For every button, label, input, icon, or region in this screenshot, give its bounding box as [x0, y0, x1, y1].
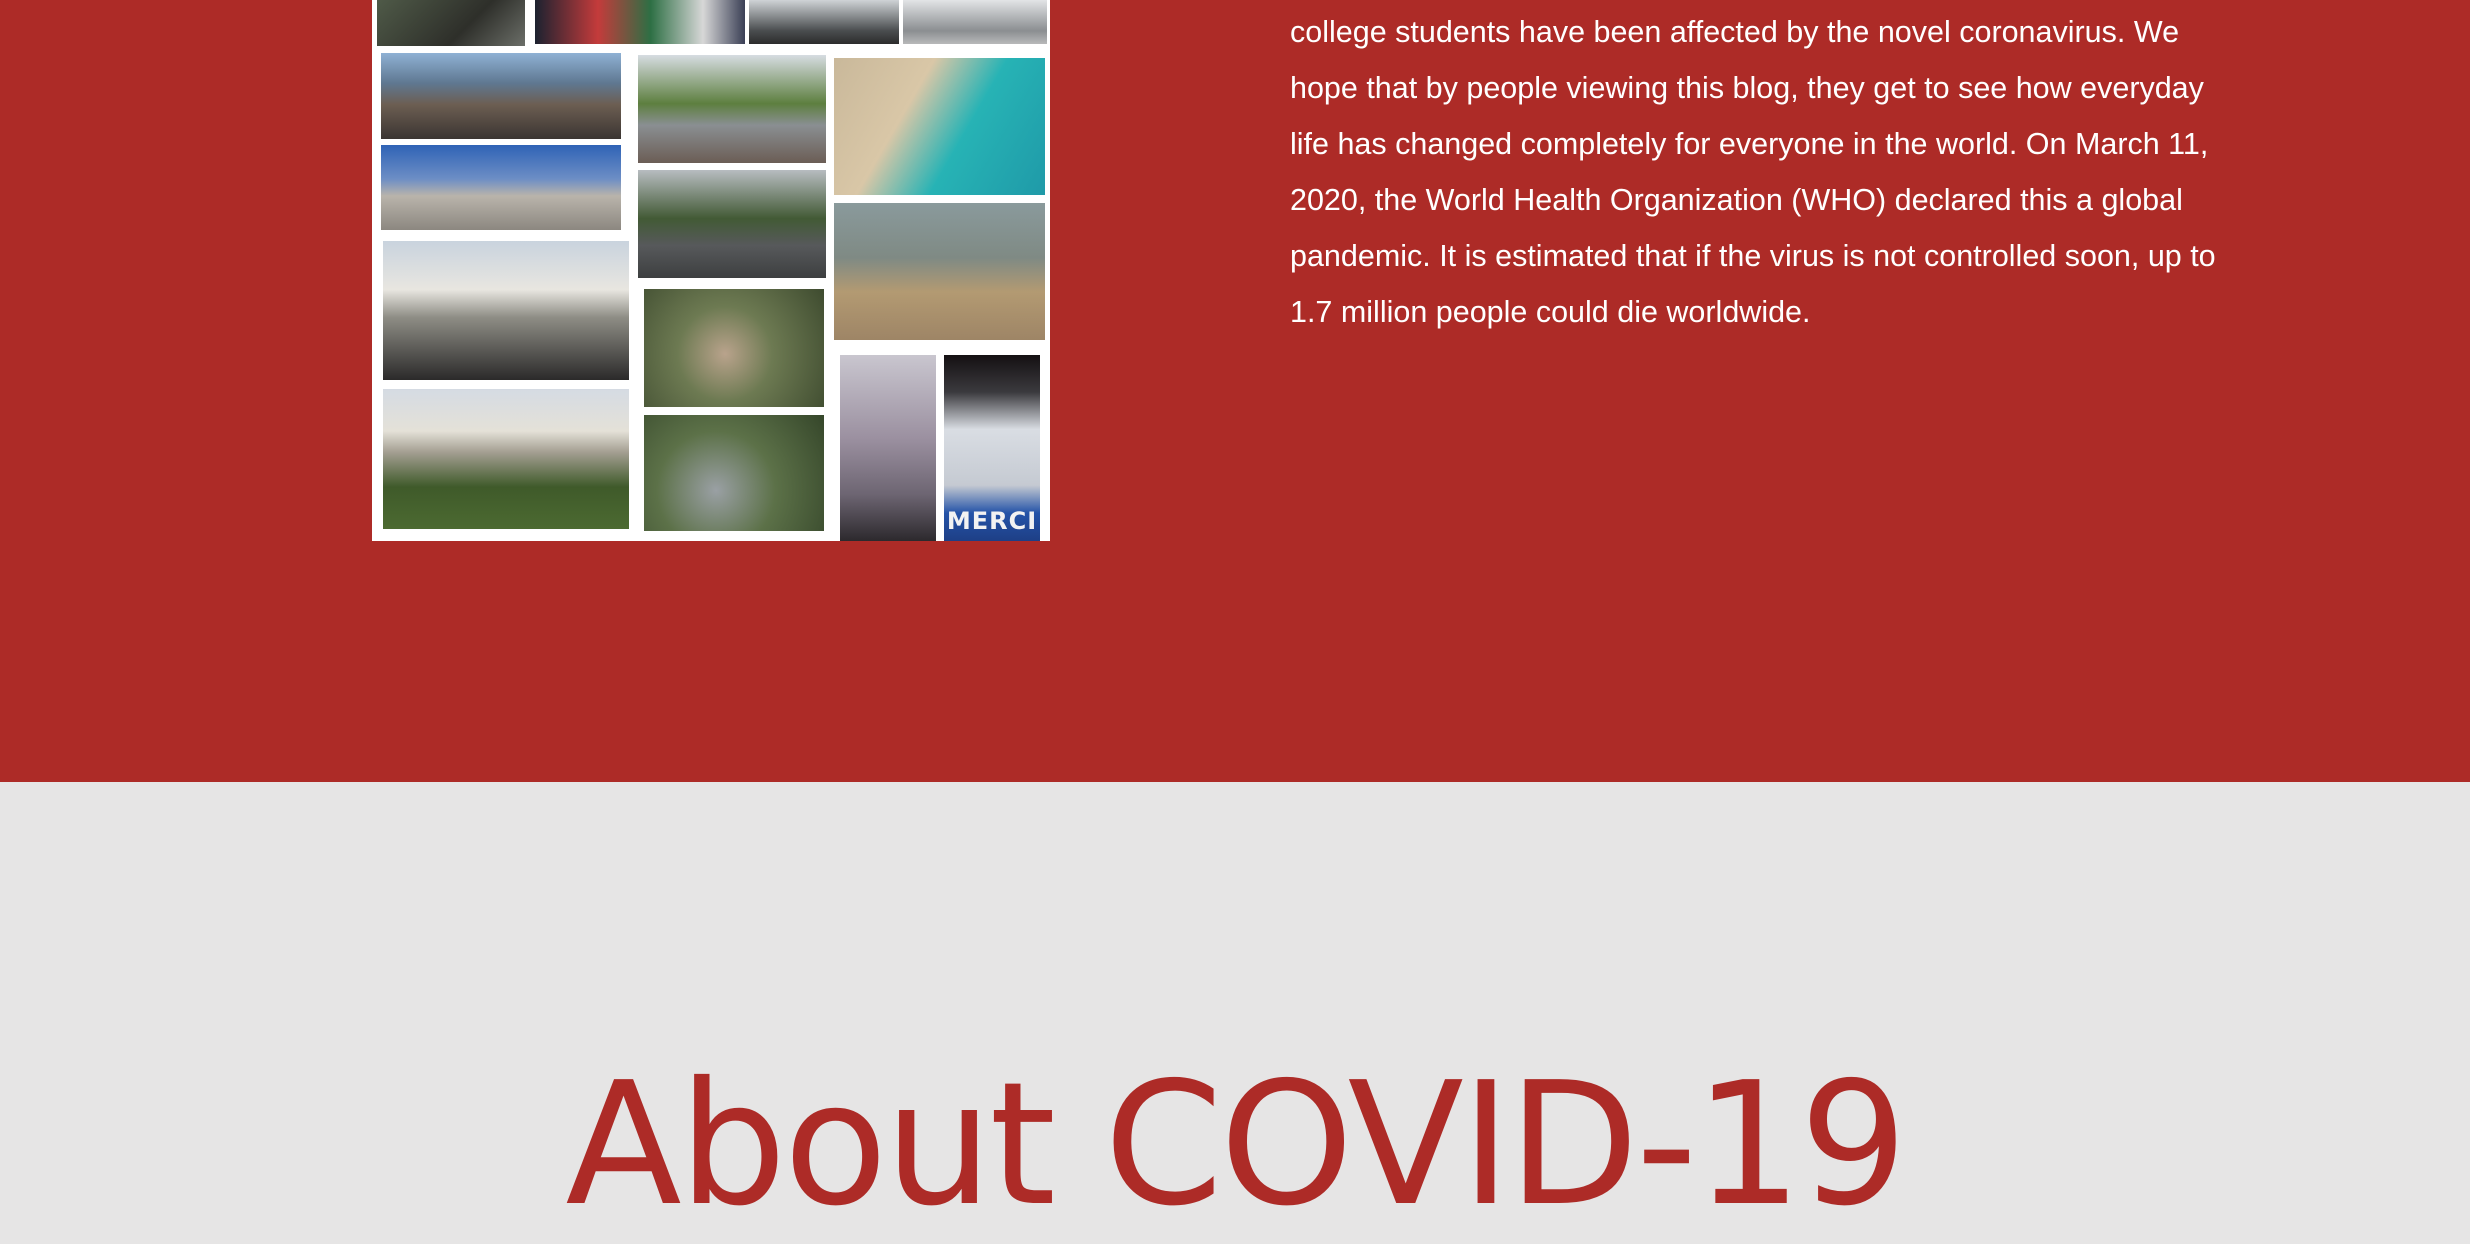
- collage-photo-pisa-crowd: [383, 241, 629, 380]
- collage-photo-disney-empty: [644, 415, 824, 531]
- collage-photo-eiffel-empty: [903, 0, 1047, 44]
- collage-photo-louvre-crowd: [381, 53, 621, 139]
- merci-sign-text: MERCI: [946, 507, 1038, 535]
- collage-photo-christ-redeemer: [840, 355, 936, 541]
- section-title: About COVID-19: [565, 1046, 1905, 1244]
- collage-photo-washington-monument-empty: [638, 170, 826, 278]
- collage-photo-washington-monument-crowd: [638, 55, 826, 163]
- collage-photo-times-square: [535, 0, 745, 44]
- collage-photo-louvre-empty: [381, 145, 621, 230]
- collage-photo-cliffs: [377, 0, 525, 46]
- collage-photo-christ-redeemer-merci: [944, 355, 1040, 541]
- collage-photo-beach-crowd: [834, 58, 1045, 195]
- collage-photo-pisa-empty: [383, 389, 629, 529]
- collage-photo-disney-crowd: [644, 289, 824, 407]
- collage-photo-beach-empty: [834, 203, 1045, 340]
- landmark-photo-collage: [372, 0, 1050, 541]
- intro-paragraph: college students have been affected by the novel coronavirus. We hope that by people viewing this blog, they get to see how everyday life has changed completely for everyone in the world. On March 11, 2020, the World Health Organization (WHO) declared this a global pandemic. It is estimated that if the virus is not controlled soon, up to 1.7 million people could die worldwide.: [1290, 15, 2216, 329]
- collage-photo-eiffel-crowd: [749, 0, 899, 44]
